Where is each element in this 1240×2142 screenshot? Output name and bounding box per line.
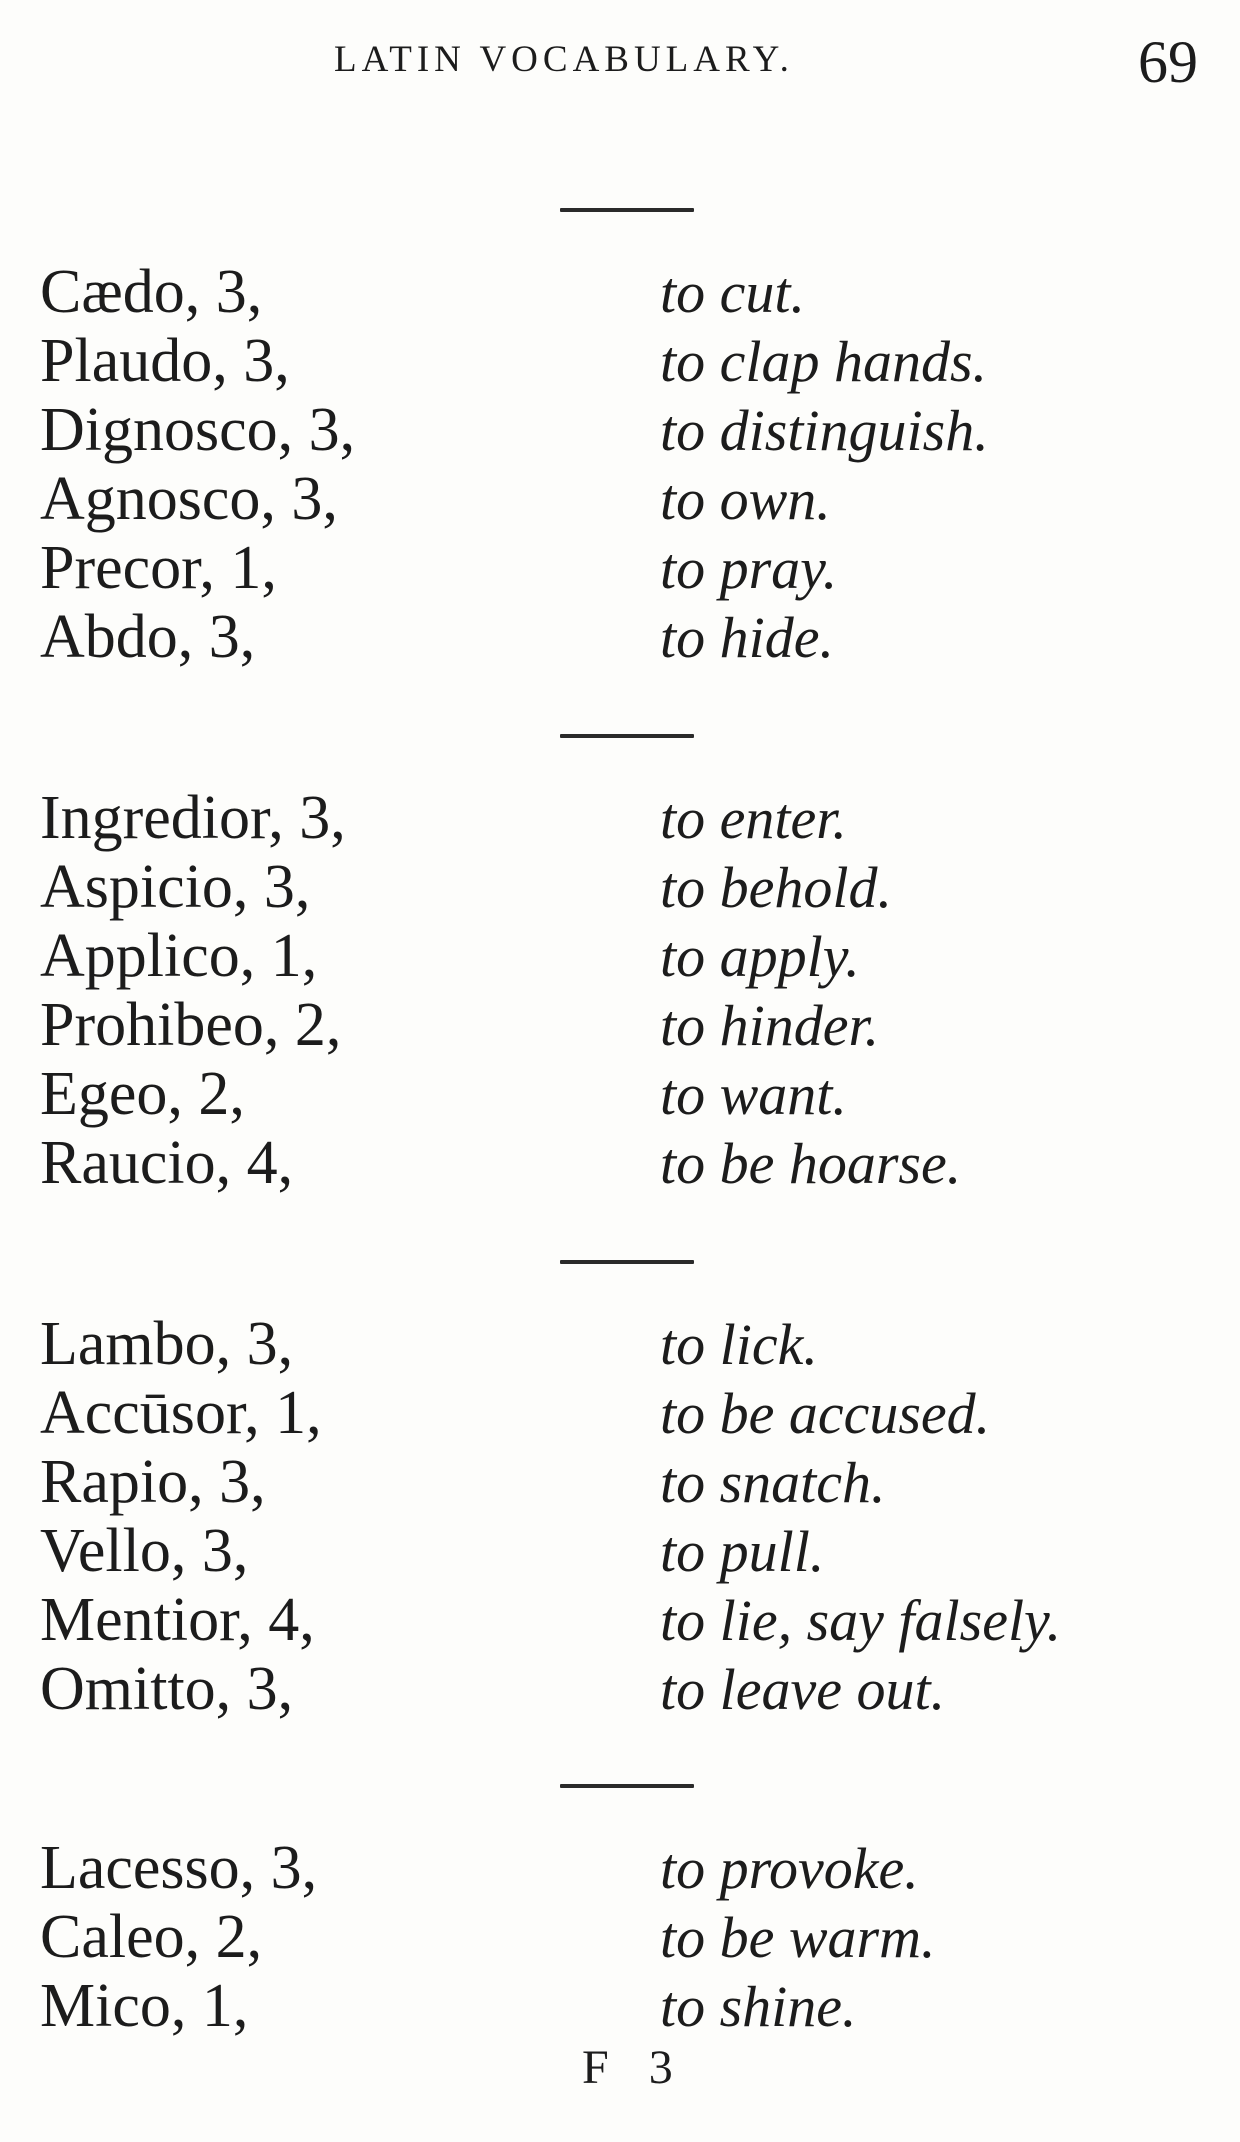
english-meaning: to snatch. bbox=[660, 1450, 886, 1515]
vocab-entry bbox=[0, 258, 1240, 327]
english-meaning: to behold. bbox=[660, 855, 892, 920]
english-meaning: to hinder. bbox=[660, 993, 880, 1058]
latin-word: Ingredior, 3, bbox=[40, 784, 346, 852]
vocab-group-3 bbox=[0, 1310, 1240, 1724]
vocab-entry bbox=[0, 1834, 1240, 1903]
running-head bbox=[0, 28, 1240, 95]
latin-word: Mentior, 4, bbox=[40, 1586, 315, 1654]
vocab-entry bbox=[0, 1448, 1240, 1517]
latin-word: Mico, 1, bbox=[40, 1972, 249, 2040]
english-meaning: to hide. bbox=[660, 605, 834, 670]
vocab-entry bbox=[0, 534, 1240, 603]
vocab-entry bbox=[0, 1903, 1240, 1972]
latin-word: Cædo, 3, bbox=[40, 258, 263, 326]
english-meaning: to pray. bbox=[660, 536, 838, 601]
latin-word: Lacesso, 3, bbox=[40, 1834, 318, 1902]
section-rule bbox=[560, 1784, 694, 1788]
english-meaning: to enter. bbox=[660, 786, 847, 851]
latin-word: Vello, 3, bbox=[40, 1517, 249, 1585]
vocab-entry bbox=[0, 1310, 1240, 1379]
latin-word: Aspicio, 3, bbox=[40, 853, 311, 921]
vocab-group-1 bbox=[0, 258, 1240, 672]
english-meaning: to want. bbox=[660, 1062, 847, 1127]
vocab-entry bbox=[0, 1655, 1240, 1724]
vocab-group-4 bbox=[0, 1834, 1240, 2041]
vocab-entry bbox=[0, 465, 1240, 534]
english-meaning: to clap hands. bbox=[660, 329, 988, 394]
latin-word: Raucio, 4, bbox=[40, 1129, 294, 1197]
latin-word: Accūsor, 1, bbox=[40, 1379, 322, 1447]
vocab-entry bbox=[0, 1379, 1240, 1448]
english-meaning: to lick. bbox=[660, 1312, 818, 1377]
vocab-entry bbox=[0, 853, 1240, 922]
latin-word: Agnosco, 3, bbox=[40, 465, 338, 533]
vocab-entry bbox=[0, 991, 1240, 1060]
english-meaning: to provoke. bbox=[660, 1836, 919, 1901]
latin-word: Plaudo, 3, bbox=[40, 327, 290, 395]
vocab-entry bbox=[0, 1972, 1240, 2041]
vocab-entry bbox=[0, 1129, 1240, 1198]
english-meaning: to apply. bbox=[660, 924, 860, 989]
latin-word: Lambo, 3, bbox=[40, 1310, 294, 1378]
latin-word: Applico, 1, bbox=[40, 922, 318, 990]
latin-word: Dignosco, 3, bbox=[40, 396, 356, 464]
latin-word: Prohibeo, 2, bbox=[40, 991, 342, 1059]
latin-word: Rapio, 3, bbox=[40, 1448, 266, 1516]
english-meaning: to be accused. bbox=[660, 1381, 991, 1446]
latin-word: Egeo, 2, bbox=[40, 1060, 245, 1128]
english-meaning: to shine. bbox=[660, 1974, 857, 2039]
english-meaning: to pull. bbox=[660, 1519, 825, 1584]
signature-mark: F 3 bbox=[582, 2041, 687, 2094]
english-meaning: to be warm. bbox=[660, 1905, 936, 1970]
english-meaning: to lie, say falsely. bbox=[660, 1588, 1062, 1653]
vocab-entry bbox=[0, 784, 1240, 853]
english-meaning: to distinguish. bbox=[660, 398, 989, 463]
section-rule bbox=[560, 734, 694, 738]
vocab-entry bbox=[0, 396, 1240, 465]
vocab-entry bbox=[0, 1060, 1240, 1129]
vocab-entry bbox=[0, 922, 1240, 991]
vocab-entry bbox=[0, 603, 1240, 672]
latin-word: Abdo, 3, bbox=[40, 603, 256, 671]
english-meaning: to be hoarse. bbox=[660, 1131, 962, 1196]
vocab-entry bbox=[0, 1586, 1240, 1655]
section-rule bbox=[560, 1260, 694, 1264]
latin-word: Omitto, 3, bbox=[40, 1655, 294, 1723]
section-rule bbox=[560, 208, 694, 212]
vocab-entry bbox=[0, 327, 1240, 396]
latin-word: Precor, 1, bbox=[40, 534, 277, 602]
latin-word: Caleo, 2, bbox=[40, 1903, 263, 1971]
english-meaning: to cut. bbox=[660, 260, 805, 325]
vocab-entry bbox=[0, 1517, 1240, 1586]
vocab-group-2 bbox=[0, 784, 1240, 1198]
page-number: 69 bbox=[1138, 29, 1198, 95]
running-title: LATIN VOCABULARY. bbox=[334, 39, 794, 80]
english-meaning: to leave out. bbox=[660, 1657, 946, 1722]
english-meaning: to own. bbox=[660, 467, 831, 532]
